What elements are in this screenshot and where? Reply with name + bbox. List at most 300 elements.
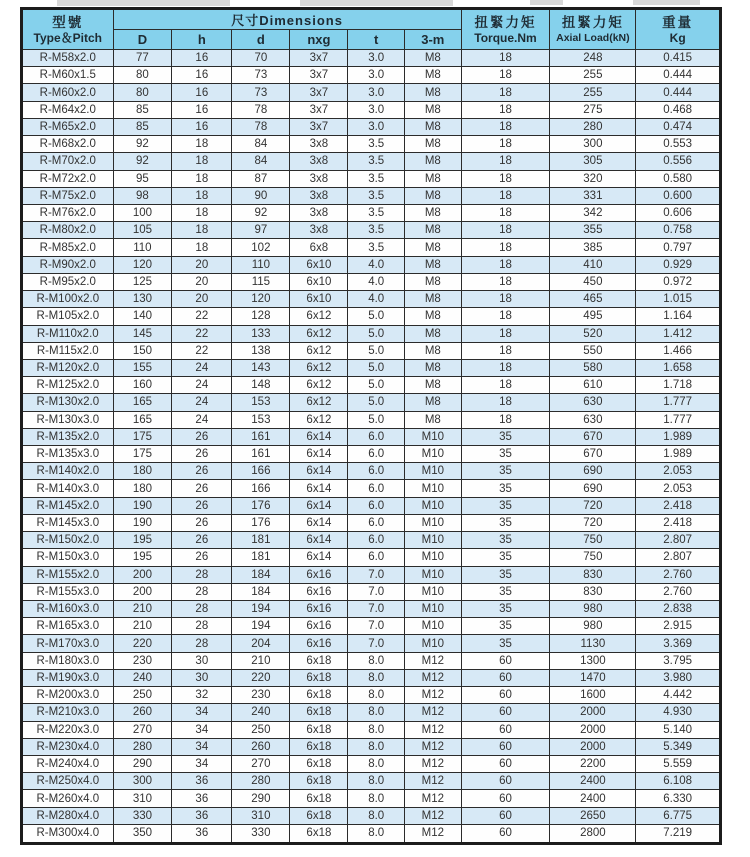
header-axial-zh: 扭緊力矩 <box>561 15 624 30</box>
cell-weight: 6.775 <box>636 807 721 824</box>
cell-col-h: 36 <box>172 773 232 790</box>
cell-torque: 35 <box>461 635 550 652</box>
cell-col-d: 92 <box>113 136 172 153</box>
cell-weight: 2.053 <box>636 480 721 497</box>
cell-col-nxg: 6x18 <box>290 687 348 704</box>
header-torque-en: Torque.Nm <box>474 31 537 45</box>
table-row <box>22 738 721 755</box>
cell-col-d2: 240 <box>232 704 290 721</box>
cell-col-nxg: 3x8 <box>290 170 348 187</box>
cell-axial: 750 <box>550 532 636 549</box>
cell-col-d: 190 <box>113 514 172 531</box>
cell-col-nxg: 6x12 <box>290 308 348 325</box>
cell-type: R-M85x2.0 <box>22 239 114 256</box>
cell-axial: 670 <box>550 446 636 463</box>
cell-col-d: 240 <box>113 669 172 686</box>
cell-torque: 18 <box>461 101 550 118</box>
cell-col-d: 290 <box>113 755 172 772</box>
cell-col-d: 140 <box>113 308 172 325</box>
cell-torque: 60 <box>461 738 550 755</box>
cell-col-h: 16 <box>172 101 232 118</box>
cell-type: R-M160x3.0 <box>22 601 114 618</box>
cell-torque: 18 <box>461 187 550 204</box>
header-weight-zh: 重量 <box>662 15 694 30</box>
cell-col-3m: M10 <box>405 635 462 652</box>
cell-col-3m: M10 <box>405 549 462 566</box>
cell-torque: 18 <box>461 153 550 170</box>
cell-col-t: 6.0 <box>348 514 405 531</box>
cell-type: R-M60x2.0 <box>22 84 114 101</box>
table-row <box>22 187 721 204</box>
cell-col-t: 4.0 <box>348 291 405 308</box>
cell-weight: 0.606 <box>636 204 721 221</box>
cell-col-3m: M12 <box>405 652 462 669</box>
cell-col-3m: M8 <box>405 204 462 221</box>
cell-col-d: 85 <box>113 118 172 135</box>
cell-col-3m: M12 <box>405 824 462 843</box>
cell-col-h: 20 <box>172 256 232 273</box>
cell-type: R-M68x2.0 <box>22 136 114 153</box>
cell-weight: 0.600 <box>636 187 721 204</box>
cell-col-h: 34 <box>172 755 232 772</box>
cell-col-nxg: 6x18 <box>290 755 348 772</box>
cell-col-h: 22 <box>172 342 232 359</box>
cell-weight: 0.556 <box>636 153 721 170</box>
cell-col-d2: 115 <box>232 273 290 290</box>
cell-col-t: 8.0 <box>348 773 405 790</box>
cell-col-d: 220 <box>113 635 172 652</box>
cell-col-t: 8.0 <box>348 652 405 669</box>
cell-type: R-M80x2.0 <box>22 222 114 239</box>
cell-col-d: 200 <box>113 566 172 583</box>
cell-torque: 35 <box>461 463 550 480</box>
cell-weight: 2.053 <box>636 463 721 480</box>
cell-torque: 18 <box>461 411 550 428</box>
cell-col-h: 28 <box>172 583 232 600</box>
cell-col-t: 7.0 <box>348 583 405 600</box>
table-row <box>22 446 721 463</box>
cell-axial: 580 <box>550 359 636 376</box>
cell-col-d2: 84 <box>232 136 290 153</box>
cell-col-h: 30 <box>172 669 232 686</box>
cell-col-d2: 84 <box>232 153 290 170</box>
cell-axial: 331 <box>550 187 636 204</box>
table-row <box>22 84 721 101</box>
table-row <box>22 50 721 67</box>
cell-col-d: 300 <box>113 773 172 790</box>
cell-col-3m: M8 <box>405 239 462 256</box>
table-row <box>22 480 721 497</box>
cell-col-d: 98 <box>113 187 172 204</box>
cell-col-d: 190 <box>113 497 172 514</box>
cell-col-t: 5.0 <box>348 308 405 325</box>
cell-col-d2: 181 <box>232 532 290 549</box>
cell-axial: 1130 <box>550 635 636 652</box>
cell-weight: 5.349 <box>636 738 721 755</box>
cell-col-nxg: 6x14 <box>290 532 348 549</box>
cell-weight: 0.553 <box>636 136 721 153</box>
cell-weight: 2.418 <box>636 497 721 514</box>
cell-col-t: 6.0 <box>348 428 405 445</box>
cell-col-d: 195 <box>113 532 172 549</box>
cell-col-d: 200 <box>113 583 172 600</box>
cell-type: R-M95x2.0 <box>22 273 114 290</box>
cell-col-d: 125 <box>113 273 172 290</box>
cell-col-nxg: 6x12 <box>290 325 348 342</box>
cell-weight: 2.760 <box>636 583 721 600</box>
cell-col-h: 18 <box>172 204 232 221</box>
cell-col-3m: M8 <box>405 342 462 359</box>
cell-weight: 5.559 <box>636 755 721 772</box>
table-row <box>22 532 721 549</box>
cell-axial: 342 <box>550 204 636 221</box>
header-col-nxg: nxg <box>290 30 348 50</box>
cell-axial: 2000 <box>550 721 636 738</box>
cell-col-t: 8.0 <box>348 807 405 824</box>
cell-col-t: 3.5 <box>348 239 405 256</box>
cell-col-h: 18 <box>172 239 232 256</box>
cell-col-nxg: 6x10 <box>290 291 348 308</box>
cell-col-d: 175 <box>113 428 172 445</box>
cell-col-d2: 204 <box>232 635 290 652</box>
header-type <box>22 9 114 50</box>
cell-type: R-M230x4.0 <box>22 738 114 755</box>
scan-artifact <box>530 0 563 5</box>
cell-type: R-M125x2.0 <box>22 377 114 394</box>
cell-col-3m: M12 <box>405 687 462 704</box>
cell-axial: 630 <box>550 411 636 428</box>
cell-col-d2: 133 <box>232 325 290 342</box>
cell-col-nxg: 3x8 <box>290 222 348 239</box>
cell-torque: 60 <box>461 704 550 721</box>
cell-weight: 0.444 <box>636 67 721 84</box>
header-torque <box>461 9 550 50</box>
cell-type: R-M115x2.0 <box>22 342 114 359</box>
cell-col-nxg: 6x14 <box>290 428 348 445</box>
cell-torque: 18 <box>461 394 550 411</box>
cell-col-nxg: 6x16 <box>290 601 348 618</box>
cell-type: R-M220x3.0 <box>22 721 114 738</box>
cell-axial: 280 <box>550 118 636 135</box>
cell-col-d2: 161 <box>232 428 290 445</box>
cell-axial: 2000 <box>550 704 636 721</box>
table-row <box>22 342 721 359</box>
cell-col-h: 28 <box>172 566 232 583</box>
cell-col-t: 8.0 <box>348 738 405 755</box>
cell-col-3m: M8 <box>405 291 462 308</box>
cell-col-3m: M10 <box>405 583 462 600</box>
cell-weight: 6.108 <box>636 773 721 790</box>
cell-axial: 300 <box>550 136 636 153</box>
cell-col-nxg: 6x18 <box>290 790 348 807</box>
cell-col-nxg: 3x7 <box>290 50 348 67</box>
cell-col-d: 120 <box>113 256 172 273</box>
cell-axial: 750 <box>550 549 636 566</box>
cell-axial: 275 <box>550 101 636 118</box>
cell-col-3m: M8 <box>405 256 462 273</box>
header-col-h: h <box>172 30 232 50</box>
table-row <box>22 497 721 514</box>
cell-col-t: 6.0 <box>348 463 405 480</box>
cell-axial: 248 <box>550 50 636 67</box>
cell-col-h: 26 <box>172 514 232 531</box>
cell-col-3m: M10 <box>405 566 462 583</box>
table-row <box>22 359 721 376</box>
cell-type: R-M140x3.0 <box>22 480 114 497</box>
cell-weight: 1.466 <box>636 342 721 359</box>
cell-type: R-M250x4.0 <box>22 773 114 790</box>
cell-col-d: 180 <box>113 463 172 480</box>
cell-col-d2: 90 <box>232 187 290 204</box>
cell-col-d2: 250 <box>232 721 290 738</box>
cell-col-d2: 310 <box>232 807 290 824</box>
cell-col-d: 145 <box>113 325 172 342</box>
cell-col-3m: M8 <box>405 411 462 428</box>
cell-col-d: 330 <box>113 807 172 824</box>
table-header <box>22 9 721 50</box>
cell-col-h: 26 <box>172 428 232 445</box>
cell-col-d2: 78 <box>232 101 290 118</box>
cell-col-nxg: 6x14 <box>290 463 348 480</box>
cell-col-t: 5.0 <box>348 394 405 411</box>
table-row <box>22 411 721 428</box>
table-row <box>22 463 721 480</box>
cell-torque: 18 <box>461 118 550 135</box>
table-row <box>22 514 721 531</box>
cell-torque: 60 <box>461 807 550 824</box>
cell-axial: 410 <box>550 256 636 273</box>
cell-col-h: 26 <box>172 480 232 497</box>
cell-col-3m: M12 <box>405 773 462 790</box>
cell-col-h: 18 <box>172 170 232 187</box>
cell-col-3m: M8 <box>405 118 462 135</box>
cell-col-t: 6.0 <box>348 532 405 549</box>
cell-col-h: 36 <box>172 790 232 807</box>
cell-weight: 0.444 <box>636 84 721 101</box>
cell-axial: 2200 <box>550 755 636 772</box>
cell-col-h: 28 <box>172 601 232 618</box>
table-row <box>22 566 721 583</box>
cell-type: R-M280x4.0 <box>22 807 114 824</box>
cell-col-nxg: 6x16 <box>290 583 348 600</box>
cell-col-d2: 120 <box>232 291 290 308</box>
cell-col-t: 8.0 <box>348 704 405 721</box>
cell-col-3m: M8 <box>405 136 462 153</box>
cell-col-3m: M8 <box>405 377 462 394</box>
table-row <box>22 549 721 566</box>
cell-axial: 830 <box>550 566 636 583</box>
cell-col-nxg: 6x18 <box>290 669 348 686</box>
cell-col-d2: 166 <box>232 480 290 497</box>
cell-type: R-M130x3.0 <box>22 411 114 428</box>
cell-type: R-M150x2.0 <box>22 532 114 549</box>
cell-col-d: 155 <box>113 359 172 376</box>
cell-col-d2: 290 <box>232 790 290 807</box>
cell-axial: 690 <box>550 480 636 497</box>
cell-col-h: 24 <box>172 359 232 376</box>
cell-col-d: 85 <box>113 101 172 118</box>
cell-col-d2: 176 <box>232 514 290 531</box>
cell-col-t: 3.0 <box>348 118 405 135</box>
cell-torque: 18 <box>461 170 550 187</box>
cell-axial: 980 <box>550 601 636 618</box>
cell-axial: 1300 <box>550 652 636 669</box>
cell-col-t: 8.0 <box>348 721 405 738</box>
cell-col-3m: M12 <box>405 790 462 807</box>
cell-col-d2: 148 <box>232 377 290 394</box>
cell-col-3m: M10 <box>405 463 462 480</box>
cell-col-nxg: 6x16 <box>290 618 348 635</box>
table-row <box>22 153 721 170</box>
cell-col-3m: M12 <box>405 721 462 738</box>
cell-col-3m: M8 <box>405 394 462 411</box>
cell-col-3m: M8 <box>405 222 462 239</box>
cell-col-h: 16 <box>172 84 232 101</box>
cell-col-h: 24 <box>172 394 232 411</box>
cell-weight: 3.795 <box>636 652 721 669</box>
cell-col-t: 8.0 <box>348 824 405 843</box>
cell-torque: 35 <box>461 549 550 566</box>
header-col-d: D <box>113 30 172 50</box>
cell-type: R-M165x3.0 <box>22 618 114 635</box>
cell-type: R-M64x2.0 <box>22 101 114 118</box>
cell-weight: 0.972 <box>636 273 721 290</box>
table-row <box>22 807 721 824</box>
cell-col-t: 8.0 <box>348 687 405 704</box>
cell-col-nxg: 6x8 <box>290 239 348 256</box>
cell-col-h: 36 <box>172 824 232 843</box>
cell-col-d2: 166 <box>232 463 290 480</box>
cell-axial: 550 <box>550 342 636 359</box>
cell-type: R-M110x2.0 <box>22 325 114 342</box>
table-row <box>22 222 721 239</box>
table-row <box>22 773 721 790</box>
cell-col-d2: 181 <box>232 549 290 566</box>
cell-col-t: 8.0 <box>348 755 405 772</box>
cell-torque: 35 <box>461 497 550 514</box>
cell-col-3m: M10 <box>405 428 462 445</box>
cell-weight: 1.718 <box>636 377 721 394</box>
cell-weight: 0.758 <box>636 222 721 239</box>
cell-col-h: 18 <box>172 222 232 239</box>
cell-weight: 0.929 <box>636 256 721 273</box>
cell-col-t: 5.0 <box>348 377 405 394</box>
cell-weight: 0.474 <box>636 118 721 135</box>
cell-torque: 60 <box>461 824 550 843</box>
cell-col-nxg: 6x18 <box>290 738 348 755</box>
cell-col-t: 6.0 <box>348 446 405 463</box>
cell-type: R-M170x3.0 <box>22 635 114 652</box>
cell-axial: 670 <box>550 428 636 445</box>
cell-col-t: 5.0 <box>348 411 405 428</box>
cell-torque: 35 <box>461 532 550 549</box>
cell-type: R-M120x2.0 <box>22 359 114 376</box>
cell-weight: 2.838 <box>636 601 721 618</box>
cell-col-d: 230 <box>113 652 172 669</box>
cell-col-h: 18 <box>172 187 232 204</box>
cell-weight: 2.915 <box>636 618 721 635</box>
cell-col-d: 210 <box>113 601 172 618</box>
cell-col-t: 6.0 <box>348 480 405 497</box>
cell-axial: 720 <box>550 514 636 531</box>
cell-col-d2: 102 <box>232 239 290 256</box>
cell-col-h: 26 <box>172 549 232 566</box>
cell-col-nxg: 6x18 <box>290 704 348 721</box>
cell-col-d2: 210 <box>232 652 290 669</box>
cell-torque: 18 <box>461 50 550 67</box>
cell-col-nxg: 3x7 <box>290 84 348 101</box>
cell-col-nxg: 6x14 <box>290 497 348 514</box>
table-row <box>22 704 721 721</box>
cell-col-h: 18 <box>172 136 232 153</box>
cell-col-h: 20 <box>172 273 232 290</box>
cell-col-nxg: 6x18 <box>290 721 348 738</box>
cell-col-3m: M8 <box>405 308 462 325</box>
header-axial-load <box>550 9 636 50</box>
cell-type: R-M135x3.0 <box>22 446 114 463</box>
cell-col-h: 16 <box>172 50 232 67</box>
cell-weight: 2.807 <box>636 532 721 549</box>
cell-col-3m: M8 <box>405 84 462 101</box>
table-row <box>22 136 721 153</box>
cell-col-t: 3.5 <box>348 222 405 239</box>
cell-type: R-M140x2.0 <box>22 463 114 480</box>
header-torque-zh: 扭緊力矩 <box>474 15 537 30</box>
cell-col-nxg: 6x14 <box>290 446 348 463</box>
cell-col-d2: 97 <box>232 222 290 239</box>
cell-axial: 305 <box>550 153 636 170</box>
cell-col-t: 3.0 <box>348 84 405 101</box>
cell-weight: 1.989 <box>636 428 721 445</box>
table-row <box>22 67 721 84</box>
header-col-d2: d <box>232 30 290 50</box>
cell-axial: 2400 <box>550 790 636 807</box>
cell-col-d: 195 <box>113 549 172 566</box>
cell-axial: 830 <box>550 583 636 600</box>
cell-col-d2: 330 <box>232 824 290 843</box>
cell-torque: 35 <box>461 583 550 600</box>
cell-col-nxg: 6x18 <box>290 807 348 824</box>
cell-col-3m: M8 <box>405 153 462 170</box>
cell-col-t: 3.5 <box>348 187 405 204</box>
cell-torque: 18 <box>461 84 550 101</box>
cell-axial: 465 <box>550 291 636 308</box>
cell-col-d: 110 <box>113 239 172 256</box>
cell-col-d2: 260 <box>232 738 290 755</box>
cell-type: R-M240x4.0 <box>22 755 114 772</box>
table-row <box>22 755 721 772</box>
cell-col-d: 92 <box>113 153 172 170</box>
cell-type: R-M105x2.0 <box>22 308 114 325</box>
table-row <box>22 308 721 325</box>
cell-col-3m: M10 <box>405 514 462 531</box>
cell-type: R-M145x2.0 <box>22 497 114 514</box>
cell-col-h: 26 <box>172 497 232 514</box>
cell-col-d: 130 <box>113 291 172 308</box>
table-row <box>22 204 721 221</box>
cell-type: R-M260x4.0 <box>22 790 114 807</box>
cell-torque: 60 <box>461 652 550 669</box>
cell-torque: 35 <box>461 618 550 635</box>
table-row <box>22 256 721 273</box>
cell-col-t: 7.0 <box>348 601 405 618</box>
cell-type: R-M72x2.0 <box>22 170 114 187</box>
cell-type: R-M200x3.0 <box>22 687 114 704</box>
cell-col-d: 280 <box>113 738 172 755</box>
cell-col-nxg: 6x18 <box>290 773 348 790</box>
cell-axial: 320 <box>550 170 636 187</box>
cell-weight: 3.980 <box>636 669 721 686</box>
